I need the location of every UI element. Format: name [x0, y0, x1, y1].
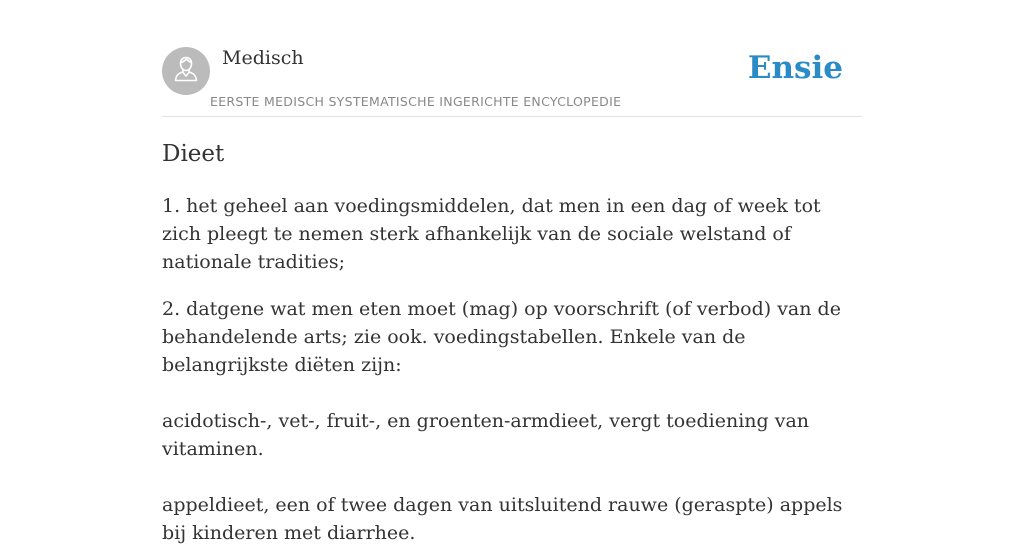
entry-content — [162, 138, 862, 547]
brand-logo[interactable]: Ensie — [747, 50, 843, 86]
avatar[interactable] — [162, 47, 210, 95]
diet-item-appeldieet: appeldieet, een of twee dagen van uitsluitend rauwe (geraspte) appels bij kinderen met diarrhee. — [162, 494, 843, 544]
line-break — [162, 463, 862, 491]
line-break — [162, 379, 862, 407]
source-name[interactable]: Medisch — [222, 47, 304, 69]
source-subtitle: EERSTE MEDISCH SYSTEMATISCHE INGERICHTE ENCYCLOPEDIE — [210, 94, 622, 109]
definition-2: 2. datgene wat men eten moet (mag) op voorschrift (of verbod) van de behandelende arts; zie ook. voedingstabellen. Enkele van de belangrijkste diëten zijn: — [162, 298, 841, 376]
entry-title: Dieet — [162, 141, 225, 167]
entry-header — [162, 44, 862, 117]
diet-item-acidotisch: acidotisch-, vet-, fruit-, en groenten-armdieet, vergt toediening van vitaminen. — [162, 410, 810, 460]
user-icon — [172, 54, 200, 88]
definition-1: 1. het geheel aan voedingsmiddelen, dat men in een dag of week tot zich pleegt te nemen sterk afhankelijk van de sociale welstand of nationale tradities; — [162, 195, 821, 273]
